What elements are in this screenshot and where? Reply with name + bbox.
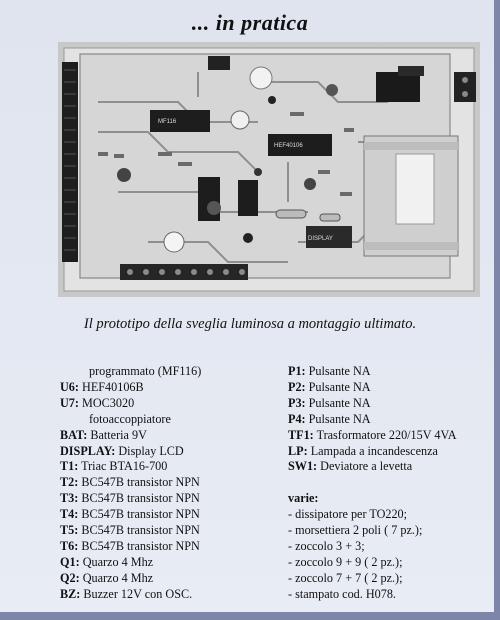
list-spacer [288, 475, 488, 491]
ic-label: MF116 [158, 119, 177, 125]
list-item: TF1: Trasformatore 220/15V 4VA [288, 427, 457, 442]
section-heading: ... in pratica [191, 10, 309, 35]
list-item: T4: BC547B transistor NPN [60, 507, 200, 522]
component-list-left [60, 364, 280, 603]
varie-heading: varie: [288, 491, 319, 506]
list-item: DISPLAY: Display LCD [60, 443, 184, 458]
list-item: - stampato cod. H078. [288, 586, 396, 601]
list-item: - morsettiera 2 poli ( 7 pz.); [288, 523, 423, 538]
page-border-bottom [0, 612, 500, 620]
list-item: T3: BC547B transistor NPN [60, 491, 200, 506]
list-item: - zoccolo 9 + 9 ( 2 pz.); [288, 554, 403, 569]
list-item: programmato (MF116) [89, 364, 202, 378]
prototype-board-photo [58, 42, 480, 297]
list-item: fotoaccoppiatore [89, 411, 171, 426]
ic-label: DISPLAY [308, 236, 333, 242]
list-item: - dissipatore per TO220; [288, 507, 408, 522]
component-list-right [288, 364, 488, 603]
list-item: U6: HEF40106B [60, 379, 144, 394]
list-item: - zoccolo 3 + 3; [288, 538, 365, 553]
list-item: P3: Pulsante NA [288, 395, 371, 410]
photo-caption: Il prototipo della sveglia luminosa a montaggio ultimato. [83, 316, 417, 332]
list-item: P2: Pulsante NA [288, 379, 371, 394]
list-item: SW1: Deviatore a levetta [288, 459, 413, 474]
list-item: LP: Lampada a incandescenza [288, 443, 438, 458]
list-item: P4: Pulsante NA [288, 411, 371, 426]
list-item: U7: MOC3020 [60, 395, 135, 410]
list-item: T5: BC547B transistor NPN [60, 523, 200, 538]
list-item: T6: BC547B transistor NPN [60, 538, 200, 553]
ic-label: HEF40106 [274, 143, 303, 149]
list-item: T1: Triac BTA16-700 [60, 459, 168, 474]
list-item: Q1: Quarzo 4 Mhz [60, 554, 154, 569]
list-item: - zoccolo 7 + 7 ( 2 pz.); [288, 570, 403, 585]
page-border-right [494, 0, 500, 620]
list-item: T2: BC547B transistor NPN [60, 475, 200, 490]
list-item: P1: Pulsante NA [288, 364, 371, 378]
list-item: BAT: Batteria 9V [60, 427, 147, 442]
list-item: Q2: Quarzo 4 Mhz [60, 570, 154, 585]
list-item: BZ: Buzzer 12V con OSC. [60, 586, 193, 601]
